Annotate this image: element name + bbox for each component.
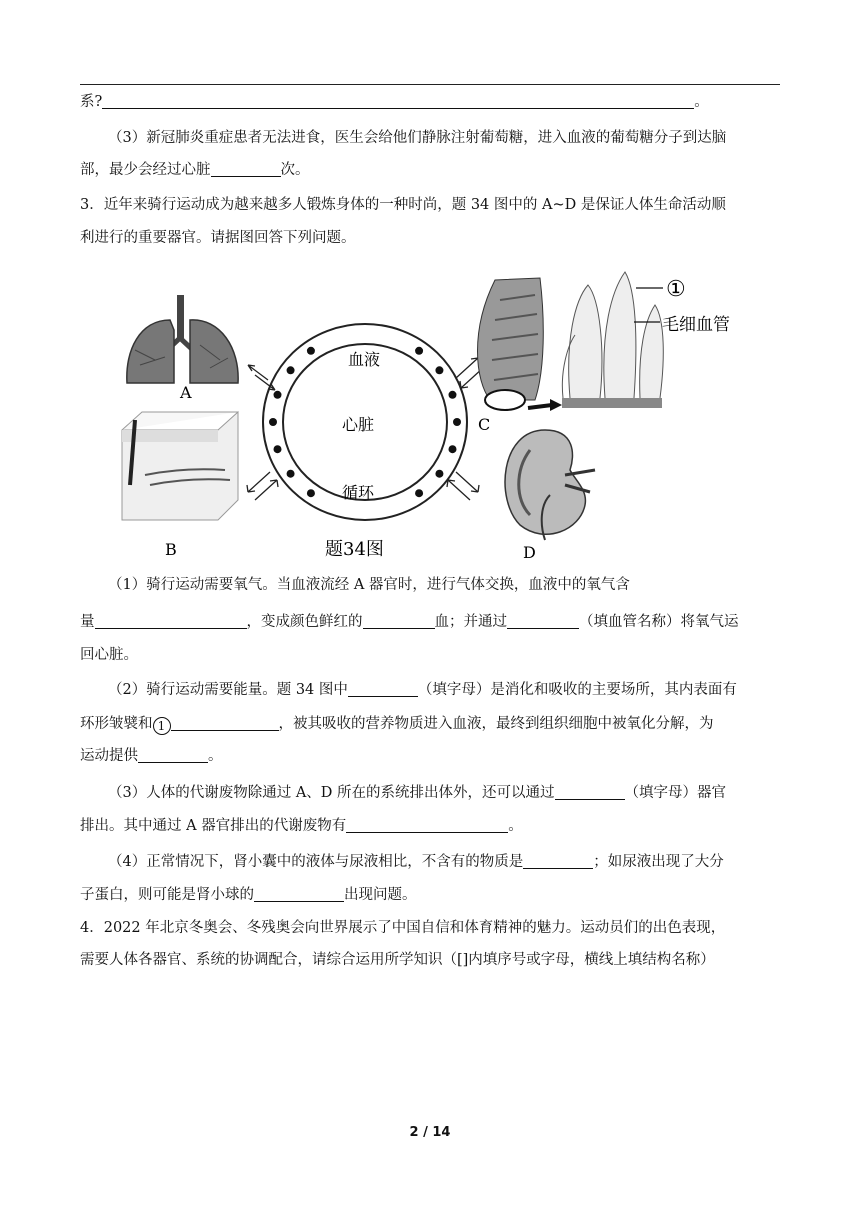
text: 出现问题。	[344, 887, 417, 903]
text: 子蛋白，则可能是肾小球的	[80, 887, 254, 903]
ring-label-top: 血液	[348, 350, 381, 369]
answer-blank	[102, 92, 694, 109]
label-d: D	[523, 543, 536, 562]
answer-blank	[363, 612, 435, 629]
text: 量	[80, 614, 95, 630]
text-line	[108, 852, 724, 872]
text-line: 需要人体各器官、系统的协调配合，请综合运用所学知识（[]内填序号或字母，横线上填结构名称）	[80, 952, 715, 968]
text: （填字母）是消化和吸收的主要场所，其内表面有	[417, 682, 737, 698]
answer-blank	[254, 885, 344, 902]
ring-label-bottom: 循环	[342, 483, 375, 502]
header-rule	[80, 84, 780, 85]
heart-label: 心脏	[342, 415, 375, 434]
text: 运动提供	[80, 748, 138, 764]
label-b: B	[165, 540, 177, 559]
ring-dot	[307, 489, 315, 497]
text-line: 利进行的重要器官。请据图回答下列问题。	[80, 230, 356, 246]
answer-blank	[555, 783, 625, 800]
question-3-title: 3．近年来骑行运动成为越来越多人锻炼身体的一种时尚，题 34 图中的 A~D 是保证人体生命活动顺	[80, 197, 726, 213]
text: 排出。其中通过 A 器官排出的代谢废物有	[80, 818, 347, 834]
text-line	[80, 92, 709, 112]
text: 。	[208, 748, 223, 764]
marker-1: ①	[666, 277, 686, 302]
answer-blank	[348, 680, 418, 697]
text-line	[80, 160, 310, 180]
text: ；如尿液出现了大分	[593, 854, 724, 870]
text: （4）正常情况下，肾小囊中的液体与尿液相比，不含有的物质是	[108, 854, 524, 870]
text-line	[80, 612, 739, 632]
ring-dot	[287, 366, 295, 374]
answer-blank	[211, 160, 281, 177]
text: 次。	[280, 162, 310, 178]
text-line: （1）骑行运动需要氧气。当血液流经 A 器官时，进行气体交换，血液中的氧气含	[108, 577, 630, 593]
capillary-label: 毛细血管	[662, 315, 730, 335]
text: 。	[694, 94, 709, 110]
text: 。	[508, 818, 523, 834]
text: ，被其吸收的营养物质进入血液，最终到组织细胞中被氧化分解，为	[278, 716, 714, 732]
text: ，变成颜色鲜红的	[246, 614, 363, 630]
ring-dot	[448, 391, 456, 399]
text: 系?	[80, 94, 103, 110]
text: （3）人体的代谢废物除通过 A、D 所在的系统排出体外，还可以通过	[108, 785, 555, 801]
text-line	[108, 783, 726, 803]
circled-number: 1	[153, 717, 171, 735]
ring-dot	[307, 347, 315, 355]
ring-dot	[287, 470, 295, 478]
text-line: （3）新冠肺炎重症患者无法进食，医生会给他们静脉注射葡萄糖，进入血液的葡萄糖分子到达脑	[108, 130, 727, 146]
figure-caption: 题34图	[325, 539, 384, 560]
ring-dot	[415, 347, 423, 355]
text: 环形皱襞和	[80, 716, 153, 732]
ring-dot	[269, 418, 277, 426]
kidney-illustration	[505, 430, 595, 540]
text-line	[80, 746, 223, 766]
text-line	[80, 714, 714, 735]
text: （填血管名称）将氧气运	[579, 614, 739, 630]
text: 血；并通过	[434, 614, 507, 630]
text: （2）骑行运动需要能量。题 34 图中	[108, 682, 348, 698]
ring-dot	[448, 445, 456, 453]
label-a: A	[180, 383, 192, 402]
ring-dot	[415, 489, 423, 497]
page-number: 2 / 14	[409, 1125, 451, 1140]
ring-dot	[435, 366, 443, 374]
text: 部，最少会经过心脏	[80, 162, 211, 178]
text-line	[108, 680, 737, 700]
answer-blank	[507, 612, 579, 629]
answer-blank	[346, 816, 508, 833]
lungs-illustration	[127, 295, 238, 383]
text-line	[80, 816, 523, 836]
ring-dot	[274, 391, 282, 399]
text: （填字母）器官	[624, 785, 727, 801]
answer-blank	[138, 746, 208, 763]
text-line: 回心脏。	[80, 647, 138, 663]
question-4-title: 4．2022 年北京冬奥会、冬残奥会向世界展示了中国自信和体育精神的魅力。运动员们的出色表现，	[80, 920, 726, 936]
text-line	[80, 885, 417, 905]
ring-dot	[274, 445, 282, 453]
ring-dot	[435, 470, 443, 478]
label-c: C	[478, 415, 491, 434]
answer-blank	[523, 852, 593, 869]
answer-blank	[95, 612, 247, 629]
small-intestine-illustration	[478, 272, 664, 411]
ring-dot	[453, 418, 461, 426]
figure-34	[110, 265, 800, 565]
skin-illustration	[122, 412, 238, 520]
answer-blank	[171, 714, 279, 731]
